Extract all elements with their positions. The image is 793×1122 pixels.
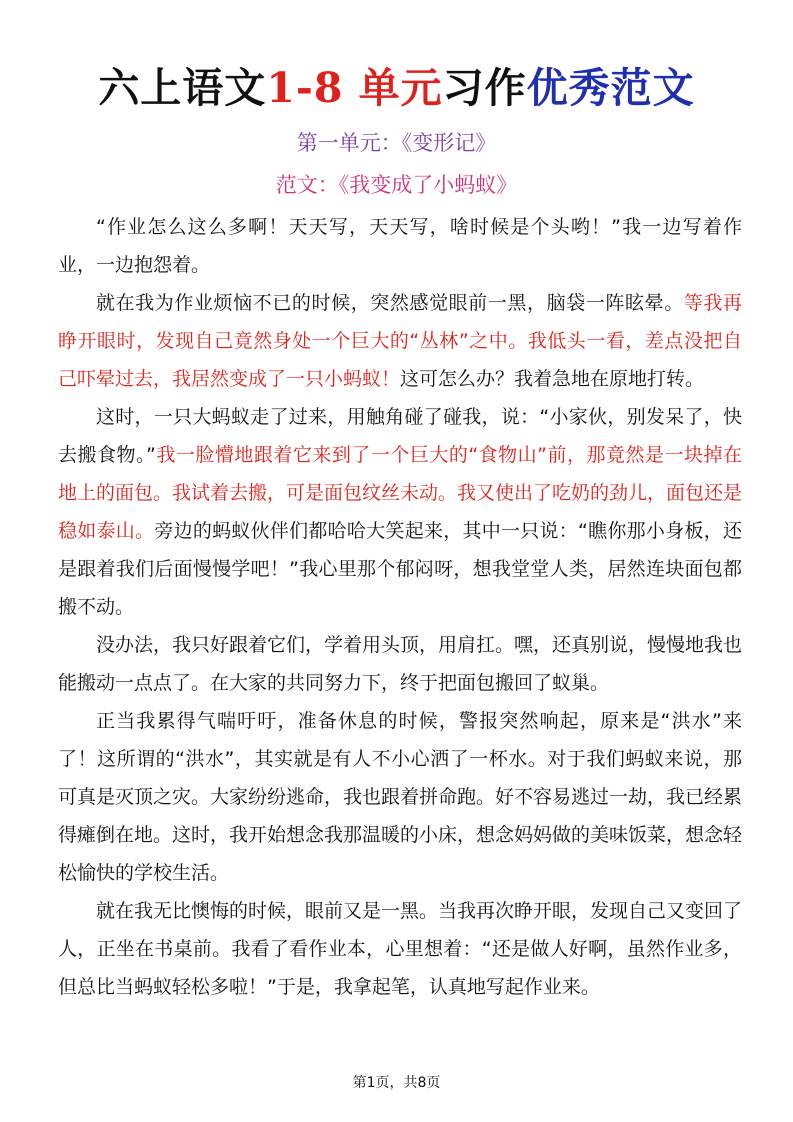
highlighted-text: 我一脸懵地跟着它来到了一个巨大的“食物山”前，那竟然是一块掉在地上的面包。我试着去搬，可是面包纹丝未动。我又使出了吃奶的劲儿，面包还是稳如泰山。: [58, 444, 743, 542]
title-part-3: 习作: [442, 64, 527, 112]
highlighted-text: 等我再睁开眼时，发现自己竟然身处一个巨大的“丛林”之中。我低头一看，差点没把自己吓晕过去，我居然变成了一只小蚂蚁！: [58, 292, 742, 390]
paragraph-text: 没办法，我只好跟着它们，学着用头顶，用肩扛。嘿，还真别说，慢慢地我也能搬动一点点了。在大家的共同努力下，终于把面包搬回了蚁巢。: [58, 634, 743, 694]
paragraph-text: “作业怎么这么多啊！天天写，天天写，啥时候是个头哟！”我一边写着作业，一边抱怨着。: [58, 216, 742, 276]
title-part-2: 1-8 单元: [266, 64, 443, 112]
paragraph-text: 正当我累得气喘吁吁，准备休息的时候，警报突然响起，原来是“洪水”来了！这所谓的“洪水”，其实就是有人不小心洒了一杯水。对于我们蚂蚁来说，那可真是灭顶之灾。大家纷纷逃命，我也跟着拼命跑。好不容易逃过一劫，我已经累得瘫倒在地。这时，我开始想念我那温暖的小床，想念妈妈做的美味饭菜，想念轻松愉快的学校生活。: [58, 710, 743, 884]
paragraph-text: 就在我无比懊悔的时候，眼前又是一黑。当我再次睁开眼，发现自己又变回了人，正坐在书桌前。我看了看作业本，心里想着：“还是做人好啊，虽然作业多，但总比当蚂蚁轻松多啦！”于是，我拿起笔，认真地写起作业来。: [58, 900, 743, 998]
paragraph-4: [58, 626, 742, 702]
essay-body: [58, 208, 742, 1006]
paragraph-text: 就在我为作业烦恼不已的时候，突然感觉眼前一黑，脑袋一阵眩晕。: [96, 292, 684, 314]
unit-heading: 第一单元：《变形记》: [296, 131, 497, 155]
paragraph-6: [58, 892, 742, 1006]
paragraph-text: 旁边的蚂蚁伙伴们都哈哈大笑起来，其中一只说：“瞧你那小身板，还是跟着我们后面慢慢学吧！”我心里那个郁闷呀，想我堂堂人类，居然连块面包都搬不动。: [58, 520, 742, 618]
paragraph-1: [58, 208, 742, 284]
title-part-4: 优秀范文: [526, 64, 695, 112]
paragraph-text: 这时，一只大蚂蚁走了过来，用触角碰了碰我，说：“小家伙，别发呆了，快去搬食物。”: [58, 406, 742, 466]
paragraph-2: [58, 284, 742, 398]
page-number: 第1页，共8页: [352, 1075, 441, 1091]
paragraph-text: 这可怎么办？我着急地在原地打转。: [400, 368, 705, 390]
document-title: [0, 60, 793, 116]
paragraph-3: [58, 398, 742, 626]
essay-heading: 范文：《我变成了小蚂蚁》: [275, 173, 518, 197]
title-part-1: 六上语文: [98, 64, 267, 112]
paragraph-5: [58, 702, 742, 892]
